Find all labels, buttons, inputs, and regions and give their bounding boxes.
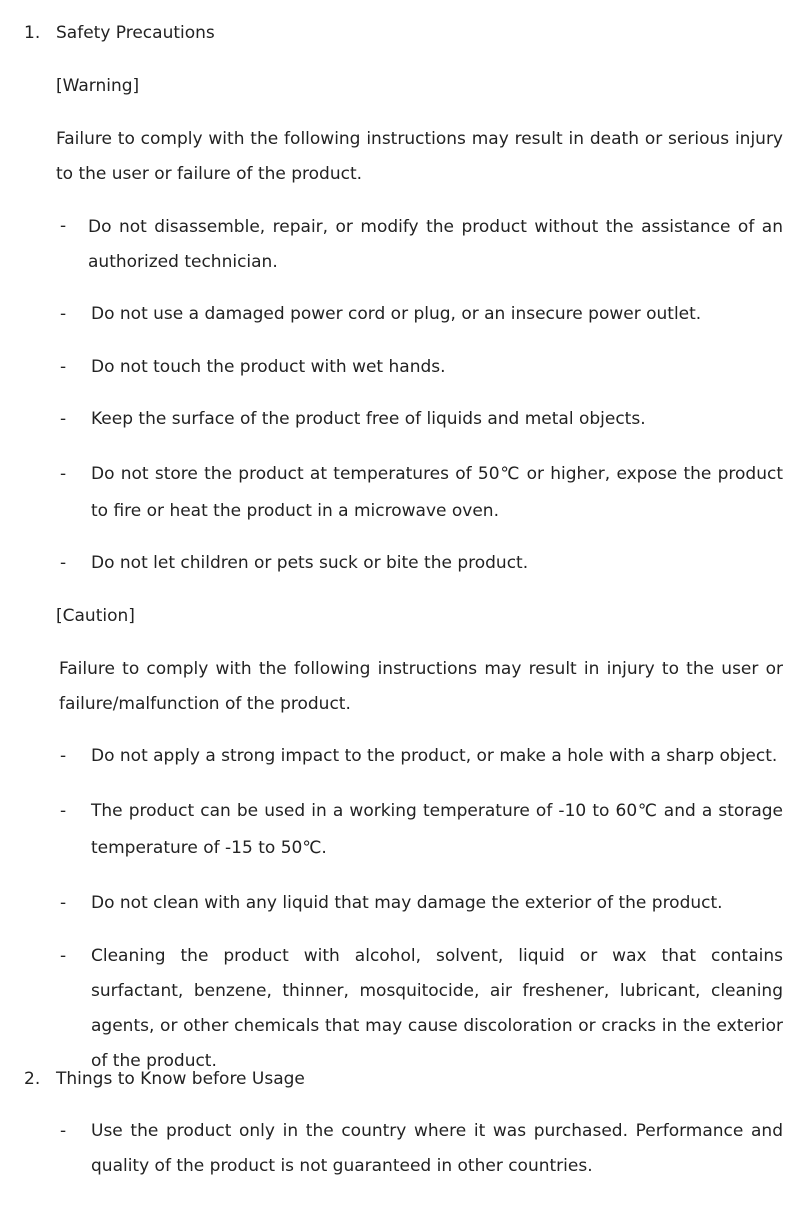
warning-tag: [Warning] (56, 76, 140, 96)
section-number: 2. (24, 1069, 41, 1089)
bullet-dash: - (60, 357, 67, 377)
bullet-dash: - (60, 801, 67, 821)
caution-tag: [Caution] (56, 606, 135, 626)
bullet-dash: - (60, 464, 67, 484)
list-item: Do not let children or pets suck or bite the product. (91, 553, 529, 573)
section-title: Things to Know before Usage (56, 1069, 305, 1089)
list-item: Use the product only in the country where it was purchased. Performance and quality of the product is not guaranteed in other countries. (91, 1121, 783, 1176)
bullet-dash: - (60, 946, 67, 966)
list-item: Do not touch the product with wet hands. (91, 357, 446, 377)
bullet-dash: - (60, 1121, 67, 1141)
list-item: Cleaning the product with alcohol, solvent, liquid or wax that contains surfactant, benzene, thinner, mosquitocide, air freshener, lubricant, cleaning agents, or other chemicals that may cause discoloration or cracks in the exterior of the product. (91, 946, 783, 1071)
list-item: Do not store the product at temperatures of 50℃ or higher, expose the product to fire or heat the product in a microwave oven. (91, 464, 783, 521)
bullet-dash: - (60, 746, 67, 766)
bullet-dash: - (60, 893, 67, 913)
bullet-dash: - (60, 553, 67, 573)
list-item: Do not use a damaged power cord or plug, or an insecure power outlet. (91, 304, 702, 324)
list-item: Keep the surface of the product free of liquids and metal objects. (91, 409, 646, 429)
warning-intro: Failure to comply with the following instructions may result in death or serious injury to the user or failure of the product. (56, 129, 783, 184)
section-number: 1. (24, 23, 41, 43)
section-title: Safety Precautions (56, 23, 215, 43)
list-item: Do not disassemble, repair, or modify the product without the assistance of an authorized technician. (88, 217, 783, 272)
caution-intro: Failure to comply with the following instructions may result in injury to the user or failure/malfunction of the product. (59, 659, 783, 714)
bullet-dash: - (60, 304, 67, 324)
list-item: Do not clean with any liquid that may damage the exterior of the product. (91, 893, 723, 913)
bullet-dash: - (60, 216, 67, 236)
bullet-dash: - (60, 409, 67, 429)
list-item: Do not apply a strong impact to the product, or make a hole with a sharp object. (91, 746, 778, 766)
list-item: The product can be used in a working temperature of -10 to 60℃ and a storage temperature of -15 to 50℃. (91, 801, 783, 858)
